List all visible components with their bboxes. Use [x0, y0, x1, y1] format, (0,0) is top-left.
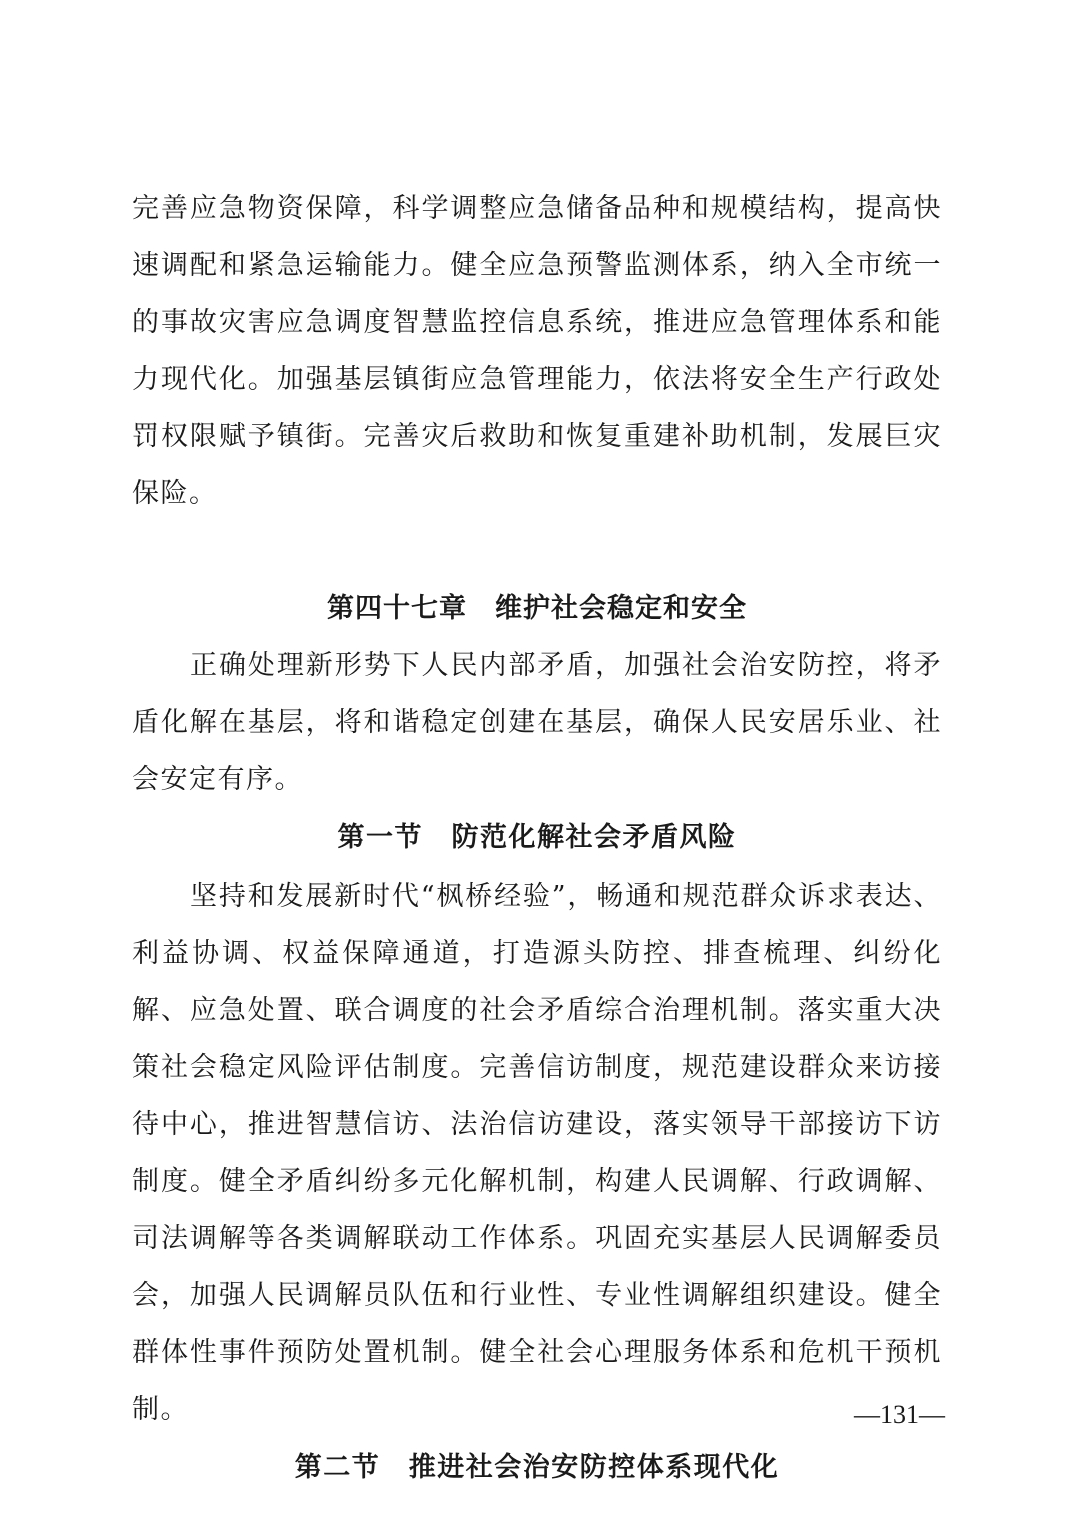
section-1-title: 第一节 防范化解社会矛盾风险 [337, 822, 737, 853]
paragraph-emergency-supplies: 完善应急物资保障，科学调整应急储备品种和规模结构，提高快速调配和紧急运输能力。健全应急预警监测体系，纳入全市统一的事故灾害应急调度智慧监控信息系统，推进应急管理体系和能力现代化。加强基层镇街应急管理能力，依法将安全生产行政处罚权限赋予镇街。完善灾后救助和恢复重建补助机制，发展巨灾保险。 [132, 193, 942, 509]
section-1-paragraph: 坚持和发展新时代“枫桥经验”，畅通和规范群众诉求表达、利益协调、权益保障通道，打造源头防控、排查梳理、纠纷化解、应急处置、联合调度的社会矛盾综合治理机制。落实重大决策社会稳定风险评估制度。完善信访制度，规范建设群众来访接待中心，推进智慧信访、法治信访建设，落实领导干部接访下访制度。健全矛盾纠纷多元化解机制，构建人民调解、行政调解、司法调解等各类调解联动工作体系。巩固充实基层人民调解委员会，加强人民调解员队伍和行业性、专业性调解组织建设。健全群体性事件预防处置机制。健全社会心理服务体系和危机干预机制。 [132, 881, 942, 1425]
chapter-title: 第四十七章 维护社会稳定和安全 [327, 593, 747, 624]
page-number: —131— [854, 1400, 945, 1429]
chapter-intro-paragraph: 正确处理新形势下人民内部矛盾，加强社会治安防控，将矛盾化解在基层，将和谐稳定创建在基层，确保人民安居乐业、社会安定有序。 [132, 650, 942, 795]
section-2-title: 第二节 推进社会治安防控体系现代化 [294, 1452, 780, 1483]
document-body [132, 180, 942, 1498]
